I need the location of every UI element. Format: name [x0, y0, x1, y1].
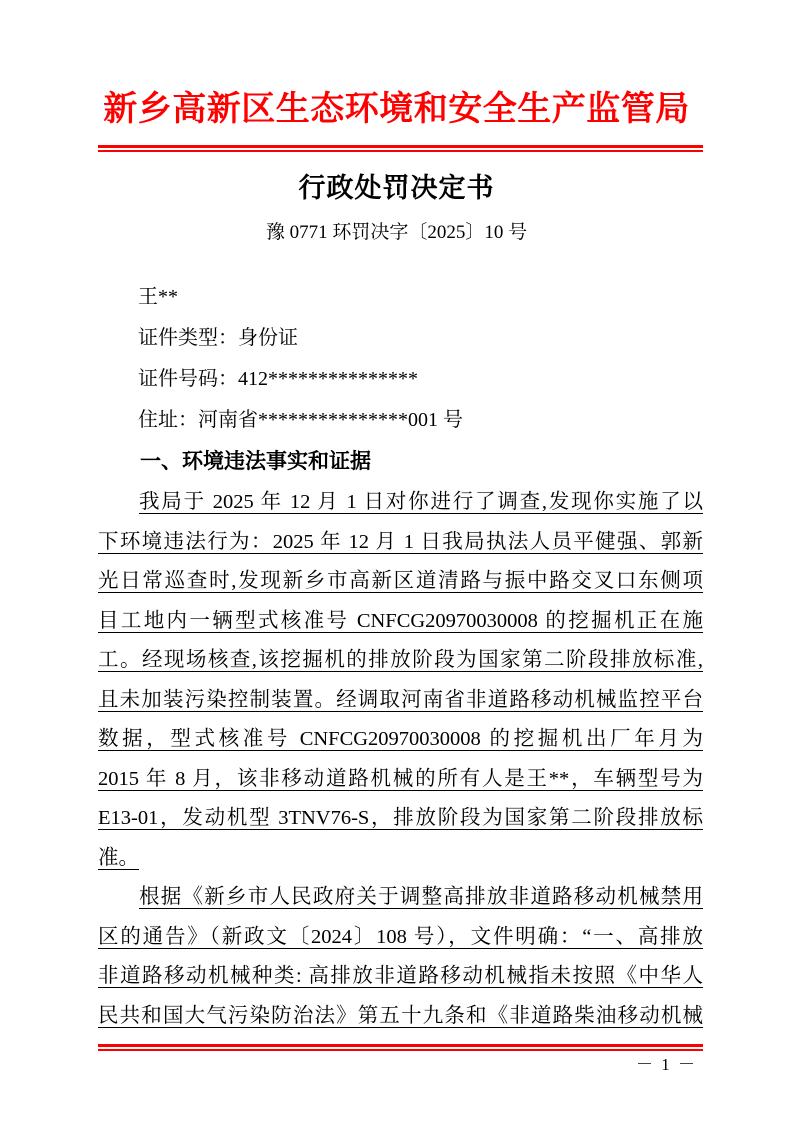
document-title: 行政处罚决定书: [298, 173, 495, 203]
para1-line: E13-01，发动机型 3TNV76-S，排放阶段为国家第二阶段排放标: [98, 807, 703, 829]
footer-double-rule: [98, 1044, 703, 1051]
header-rule-bottom-line: [98, 150, 703, 152]
footer-rule-bottom-line: [98, 1049, 703, 1051]
recipient-id-type: 证件类型：身份证: [138, 327, 298, 349]
para1-line: 准。: [98, 846, 139, 869]
para2-line: 非道路移动机械种类: 高排放非道路移动机械指未按照《中华人: [98, 965, 703, 987]
section-heading-facts-evidence: 一、环境违法事实和证据: [140, 450, 371, 473]
header-rule-top-line: [98, 145, 703, 148]
footer-rule-top-line: [98, 1044, 703, 1047]
para1-line: 2015 年 8 月，该非移动道路机械的所有人是王**，车辆型号为: [98, 767, 703, 790]
org-title: 新乡高新区生态环境和安全生产监管局: [103, 91, 690, 128]
recipient-address: 住址：河南省***************001 号: [138, 409, 463, 431]
para2-line: 区的通告》（新政文〔2024〕108 号），文件明确：“一、高排放: [98, 925, 703, 948]
recipient-id-number: 证件号码：412***************: [138, 368, 418, 390]
para1-line: 下环境违法行为：2025 年 12 月 1 日我局执法人员平健强、郭新: [98, 530, 703, 553]
document-body: [98, 277, 703, 1036]
para1-line: 且未加装污染控制装置。经调取河南省非道路移动机械监控平台: [98, 688, 703, 711]
document-number: 豫 0771 环罚决字〔2025〕10 号: [265, 222, 528, 243]
page-number: － 1 －: [636, 1055, 697, 1074]
recipient-name: 王**: [138, 286, 178, 308]
header-double-rule: [98, 145, 703, 152]
para1-line: 光日常巡查时,发现新乡市高新区道清路与振中路交叉口东侧项: [98, 570, 703, 592]
para1-line: 目工地内一辆型式核准号 CNFCG20970030008 的挖掘机正在施: [98, 609, 703, 632]
para2-line: 民共和国大气污染防治法》第五十九条和《非道路柴油移动机械: [98, 1004, 703, 1027]
para1-line: 我局于 2025 年 12 月 1 日对你进行了调查,发现你实施了以: [139, 491, 703, 513]
para1-line: 工。经现场核查,该挖掘机的排放阶段为国家第二阶段排放标准,: [98, 649, 703, 671]
para2-line: 根据《新乡市人民政府关于调整高排放非道路移动机械禁用: [139, 886, 703, 908]
para1-line: 数据，型式核准号 CNFCG20970030008 的挖掘机出厂年月为: [98, 728, 703, 750]
